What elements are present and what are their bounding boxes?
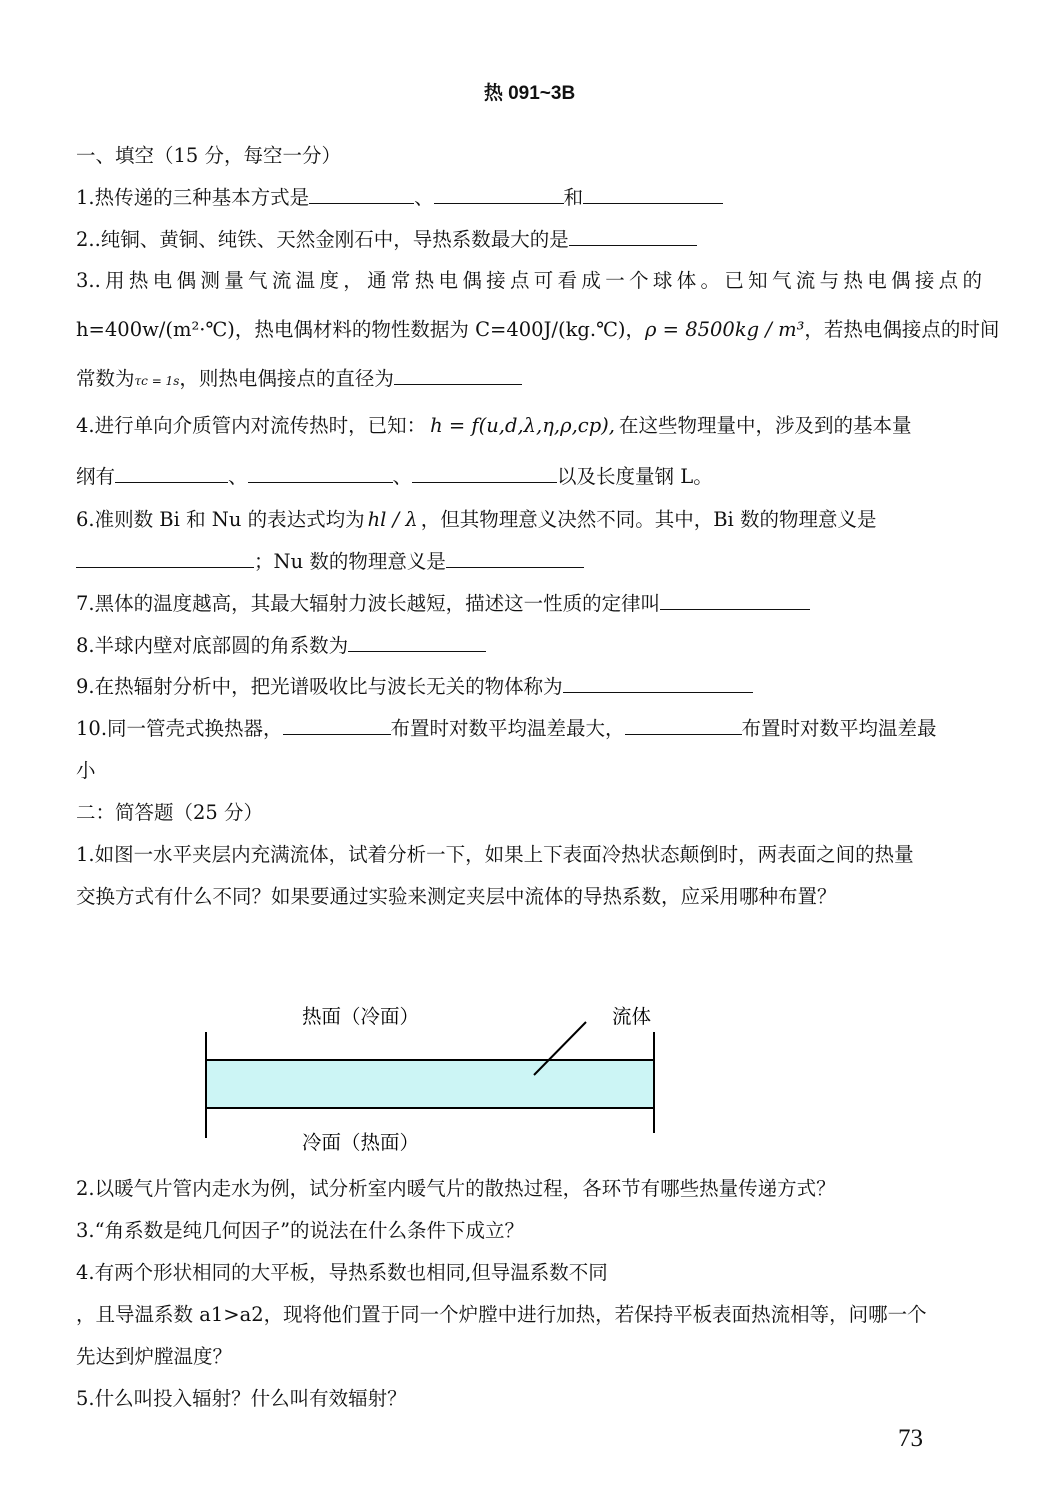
answer-blank: [348, 633, 486, 652]
question-text: ，但其物理意义决然不同。其中，Bi 数的物理意义是: [420, 508, 877, 531]
question-1-3-line3: [76, 363, 522, 391]
answer-blank: [563, 674, 753, 693]
answer-blank: [115, 464, 228, 483]
question-text: 在这些物理量中，涉及到的基本量: [618, 414, 912, 437]
answer-blank: [412, 464, 557, 483]
question-text: 布置时对数平均温差最: [741, 717, 937, 740]
question-2-5: 5.什么叫投入辐射？什么叫有效辐射？: [76, 1387, 407, 1410]
separator: 、: [392, 465, 413, 488]
fluid-layer: [206, 1060, 654, 1108]
answer-blank: [434, 185, 564, 204]
section2-heading: 二：简答题（25 分）: [76, 801, 264, 824]
question-text: 8.半球内壁对底部圆的角系数为: [76, 634, 349, 657]
answer-blank: [583, 185, 723, 204]
question-text: 布置时对数平均温差最大，: [390, 717, 625, 740]
answer-blank: [394, 366, 522, 385]
question-text: 以及长度量钢 L。: [557, 465, 713, 488]
question-text: ；Nu 数的物理意义是: [254, 550, 446, 573]
answer-blank: [625, 716, 742, 735]
question-1-6-line1: [76, 504, 876, 532]
question-1-10-line2: 小: [76, 759, 96, 782]
answer-blank: [569, 227, 697, 246]
separator: 和: [563, 186, 584, 209]
question-text: 2..纯铜、黄铜、纯铁、天然金刚石中，导热系数最大的是: [76, 228, 569, 251]
page-number: 73: [898, 1425, 923, 1452]
question-2-1-line1: 1.如图一水平夹层内充满流体，试着分析一下，如果上下表面冷热状态颠倒时，两表面之间的热量: [76, 843, 914, 866]
top-surface-label: 热面（冷面）: [302, 1005, 420, 1028]
question-text: ，若热电偶接点的时间: [804, 318, 1000, 341]
question-1-10-line1: [76, 713, 937, 741]
bi-nu-formula: hl / λ: [367, 508, 418, 531]
time-constant-formula: τc = 1s: [134, 374, 180, 388]
question-2-1-line2: 交换方式有什么不同？如果要通过实验来测定夹层中流体的导热系数，应采用哪种布置？: [76, 885, 837, 908]
fluid-layer-diagram: [0, 990, 1059, 1170]
answer-blank: [248, 464, 393, 483]
question-1-2: [76, 224, 697, 252]
question-text: h=400w/(m²·℃)，热电偶材料的物性数据为 C=400J/(kg.℃)，: [76, 318, 646, 341]
question-1-7: [76, 588, 810, 616]
question-text: 7.黑体的温度越高，其最大辐射力波长越短，描述这一性质的定律叫: [76, 592, 661, 615]
question-2-4-line2: ，且导温系数 a1>a2，现将他们置于同一个炉膛中进行加热，若保持平板表面热流相等，问哪一个: [76, 1303, 927, 1326]
answer-blank: [76, 549, 254, 568]
answer-blank: [446, 549, 584, 568]
question-text: 纲有: [76, 465, 116, 488]
h-function-formula: h = f(u,d,λ,η,ρ,cp),: [430, 414, 615, 437]
section1-heading: 一、填空（15 分，每空一分）: [76, 144, 342, 167]
question-2-4-line1: 4.有两个形状相同的大平板，导热系数也相同,但导温系数不同: [76, 1261, 608, 1284]
question-text: 常数为: [76, 367, 135, 390]
bottom-surface-label: 冷面（热面）: [302, 1131, 420, 1154]
question-1-3-line1: 3..用热电偶测量气流温度，通常热电偶接点可看成一个球体。已知气流与热电偶接点的: [76, 269, 982, 292]
question-2-3: 3.“角系数是纯几何因子”的说法在什么条件下成立？: [76, 1219, 525, 1242]
question-1-4-line1: [76, 410, 912, 438]
question-1-6-line2: [76, 546, 584, 574]
question-2-4-line3: 先达到炉膛温度？: [76, 1345, 233, 1368]
question-1-3-line2: [76, 314, 999, 342]
question-text: 10.同一管壳式换热器，: [76, 717, 283, 740]
page-title: 热 091~3B: [483, 83, 576, 104]
answer-blank: [309, 185, 414, 204]
answer-blank: [660, 591, 810, 610]
question-1-4-line2: [76, 461, 713, 489]
question-1-9: [76, 671, 753, 699]
question-text: 6.准则数 Bi 和 Nu 的表达式均为: [76, 508, 365, 531]
question-1-1: [76, 182, 723, 210]
separator: 、: [228, 465, 248, 488]
fluid-label: 流体: [612, 1005, 652, 1028]
separator: 、: [414, 186, 434, 209]
answer-blank: [283, 716, 391, 735]
question-text: 9.在热辐射分析中，把光谱吸收比与波长无关的物体称为: [76, 675, 563, 698]
question-text: 1.热传递的三种基本方式是: [76, 186, 310, 209]
question-2-2: 2.以暖气片管内走水为例，试分析室内暖气片的散热过程，各环节有哪些热量传递方式？: [76, 1177, 836, 1200]
question-text: 4.进行单向介质管内对流传热时，已知：: [76, 414, 427, 437]
density-formula: ρ = 8500kg / m³: [645, 318, 805, 341]
question-1-8: [76, 630, 486, 658]
question-text: ，则热电偶接点的直径为: [179, 367, 394, 390]
